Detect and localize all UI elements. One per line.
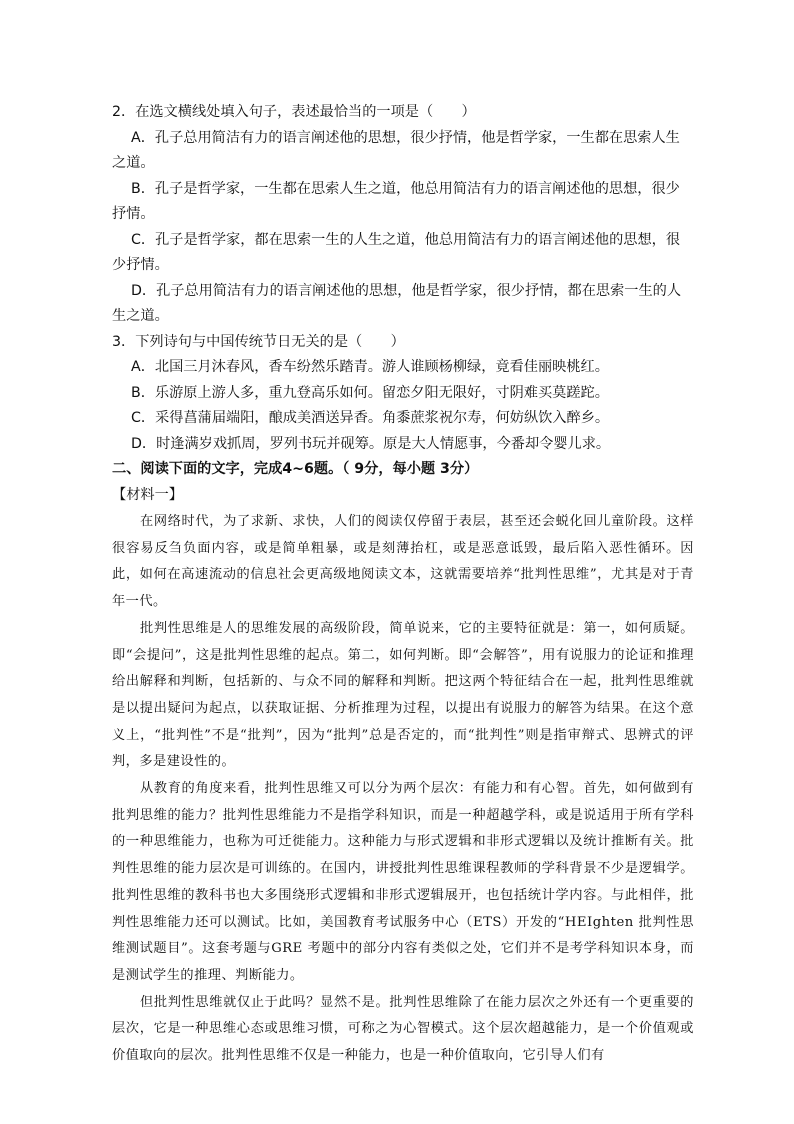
question-3-option-b: B．乐游原上游人多，重九登高乐如何。留恋夕阳无限好，寸阴难买莫蹉跎。 — [131, 384, 609, 401]
question-2-option-d: D．孔子总用简洁有力的语言阐述他的思想，他是哲学家，很少抒情，都在思索一生的人生之道。 — [112, 282, 682, 324]
question-2-stem: 2．在选文横线处填入句子，表述最恰当的一项是（ ） — [112, 104, 476, 120]
material-1-label: 【材料一】 — [112, 486, 183, 503]
section-2-heading: 二、阅读下面的文字，完成4~6题。（ 9分，每小题 3分） — [112, 461, 479, 477]
question-2-option-b: B．孔子是哲学家，一生都在思索人生之道，他总用简洁有力的语言阐述他的思想，很少抒情。 — [112, 180, 680, 222]
question-2-option-a: A．孔子总用简洁有力的语言阐述他的思想，很少抒情，他是哲学家，一生都在思索人生之道。 — [112, 129, 680, 171]
question-2-option-c: C．孔子是哲学家，都在思索一生的人生之道，他总用简洁有力的语言阐述他的思想，很少抒情。 — [112, 231, 681, 273]
material-paragraph: 在网络时代，为了求新、求快，人们的阅读仅停留于表层，甚至还会蜕化回儿童阶段。这样很容易反刍负面内容，或是简单粗暴，或是刻薄抬杠，或是恶意诋毁，最后陷入恶性循环。因此，如何在高速流动的信息社会更高级地阅读文本，这就需要培养“批判性思维”，尤其是对于青年一代。 — [112, 514, 694, 610]
question-3-option-a: A．北国三月沐春风，香车纷然乐踏青。游人谁顾杨柳绿，竟看佳丽映桃红。 — [131, 359, 609, 375]
material-1-body — [112, 509, 694, 1070]
material-paragraph: 从教育的角度来看，批判性思维又可以分为两个层次：有能力和有心智。首先，如何做到有批判思维的能力？批判性思维能力不是指学科知识，而是一种超越学科，或是说适用于所有学科的一种思维能力，也称为可迁徙能力。这种能力与形式逻辑和非形式逻辑以及统计推断有关。批判性思维的能力层次是可训练的。在国内，讲授批判性思维课程教师的学科背景不少是逻辑学。批判性思维的教科书也大多围绕形式逻辑和非形式逻辑展开，也包括统计学内容。与此相伴，批判性思维能力还可以测试。比如，美国教育考试服务中心（ETS）开发的“HEIghten 批判性思维测试题目”。这套考题与GRE 考题中的部分内容有类似之处，它们并不是考学科知识本身，而是测试学生的推理、判断能力。 — [112, 781, 694, 983]
material-paragraph: 批判性思维是人的思维发展的高级阶段，简单说来，它的主要特征就是：第一，如何质疑。即“会提问”，这是批判性思维的起点。第二，如何判断。即“会解答”，用有说服力的论证和推理给出解释和判断，包括新的、与众不同的解释和判断。把这两个特征结合在一起，批判性思维就是以提出疑问为起点，以获取证据、分析推理为过程，以提出有说服力的解答为结果。在这个意义上，“批判性”不是“批判”，因为“批判”总是否定的，而“批判性”则是指审辩式、思辨式的评判，多是建设性的。 — [112, 620, 694, 770]
question-3-option-d: D．时逢满岁戏抓周，罗列书玩并砚筹。原是大人情愿事，今番却令婴儿求。 — [131, 435, 611, 452]
document-page — [112, 100, 694, 1070]
material-paragraph: 但批判性思维就仅止于此吗？显然不是。批判性思维除了在能力层次之外还有一个更重要的层次，它是一种思维心态或思维习惯，可称之为心智模式。这个层次超越能力，是一个价值观或价值取向的层次。批判性思维不仅是一种能力，也是一种价值取向，它引导人们有 — [112, 994, 694, 1064]
question-3-stem: 3．下列诗句与中国传统节日无关的是（ ） — [112, 333, 405, 350]
question-3-option-c: C．采得菖蒲届端阳，酿成美酒送异香。角黍蔗浆祝尔寿，何妨纵饮入醉乡。 — [131, 410, 610, 426]
